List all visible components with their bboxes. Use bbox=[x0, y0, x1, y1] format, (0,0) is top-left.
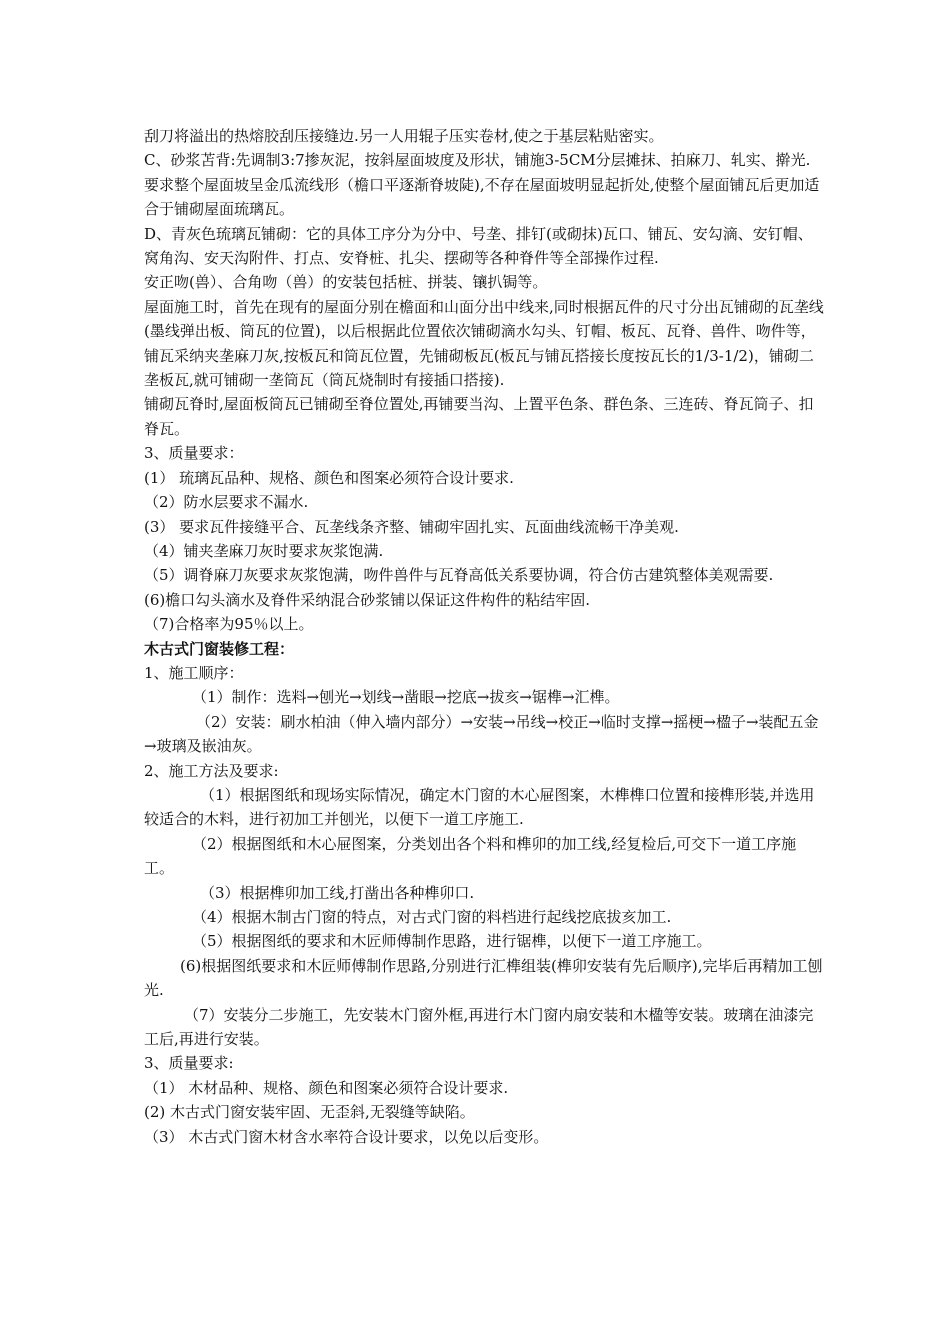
paragraph: 安正吻(兽）、合角吻（兽）的安装包括桩、拼装、镶扒锔等。 bbox=[144, 273, 548, 292]
list-item: （2）根据图纸和木心屉图案，分类划出各个料和榫卯的加工线,经复检后,可交下一道工序施工。 bbox=[144, 834, 797, 878]
list-item: （4）铺夹垄麻刀灰时要求灰浆饱满. bbox=[144, 541, 384, 560]
list-item: （5）根据图纸的要求和木匠师傅制作思路，进行锯榫，以便下一道工序施工。 bbox=[192, 932, 712, 951]
paragraph: 铺砌瓦脊时,屋面板筒瓦已铺砌至脊位置处,再铺要当沟、上置平色条、群色条、三连砖、脊瓦筒子、扣脊瓦。 bbox=[144, 395, 814, 438]
list-item: (6)檐口勾头滴水及脊件采纳混合砂浆铺以保证这件构件的粘结牢固. bbox=[144, 590, 591, 609]
document-body bbox=[144, 124, 824, 1149]
list-item: (3） 要求瓦件接缝平合、瓦垄线条齐整、铺砌牢固扎实、瓦面曲线流畅干净美观. bbox=[144, 517, 679, 536]
list-item: （2）安装：刷水柏油（伸入墙内部分）→安装→吊线→校正→临时支撑→摇梗→楹子→装配五金→玻璃及嵌油灰。 bbox=[144, 712, 819, 756]
list-item: （1）制作：选料→刨光→划线→凿眼→挖底→拔亥→锯榫→汇榫。 bbox=[192, 688, 620, 707]
list-item: （4）根据木制古门窗的特点，对古式门窗的料档进行起线挖底拔亥加工. bbox=[192, 908, 672, 926]
list-item: (6)根据图纸要求和木匠师傅制作思路,分别进行汇榫组装(榫卯安装有先后顺序),完毕后再精加工刨光. bbox=[144, 956, 823, 1000]
paragraph: 刮刀将溢出的热熔胶刮压接缝边.另一人用辊子压实卷材,使之于基层粘贴密实。 bbox=[144, 127, 664, 145]
section-heading: 3、质量要求： bbox=[144, 444, 244, 463]
list-item: （7）安装分二步施工，先安装木门窗外框,再进行木门窗内扇安装和木楹等安装。玻璃在油漆完工后,再进行安装。 bbox=[144, 1005, 814, 1049]
section-heading: 3、质量要求: bbox=[144, 1054, 234, 1073]
paragraph: D、青灰色琉璃瓦铺砌：它的具体工序分为分中、号垄、排钉(或砌抹)瓦口、铺瓦、安勾滴、安钉帽、窝角沟、安天沟附件、打点、安脊桩、扎尖、摆砌等各种脊件等全部操作过程. bbox=[144, 224, 813, 268]
list-item: （7)合格率为95％以上。 bbox=[144, 615, 314, 634]
list-item: （1） 木材品种、规格、颜色和图案必须符合设计要求. bbox=[144, 1078, 509, 1097]
list-item: (2) 木古式门窗安装牢固、无歪斜,无裂缝等缺陷。 bbox=[144, 1103, 475, 1122]
list-item: (1） 琉璃瓦品种、规格、颜色和图案必须符合设计要求. bbox=[144, 468, 514, 487]
section-heading: 1、施工顺序： bbox=[144, 663, 244, 682]
list-item: （3）根据榫卯加工线,打凿出各种榫卯口. bbox=[200, 883, 475, 902]
list-item: （3） 木古式门窗木材含水率符合设计要求，以免以后变形。 bbox=[144, 1127, 549, 1146]
section-heading: 2、施工方法及要求: bbox=[144, 761, 279, 780]
section-title: 木古式门窗装修工程： bbox=[144, 639, 295, 658]
list-item: （5）调脊麻刀灰要求灰浆饱满，吻件兽件与瓦脊高低关系要协调，符合仿古建筑整体美观需要. bbox=[144, 566, 774, 585]
list-item: （2）防水层要求不漏水. bbox=[144, 493, 309, 512]
paragraph: 屋面施工时，首先在现有的屋面分别在檐面和山面分出中线来,同时根据瓦件的尺寸分出瓦铺砌的瓦垄线(墨线弹出板、筒瓦的位置)，以后根据此位置依次铺砌滴水勾头、钉帽、板瓦、瓦脊、兽件、吻件等，铺瓦采纳夹垄麻刀灰,按板瓦和筒瓦位置，先铺砌板瓦(板瓦与铺瓦搭接长度按瓦长的1/3-1/2)，铺砌二垄板瓦,就可铺砌一垄筒瓦（筒瓦烧制时有接插口搭接). bbox=[144, 297, 824, 390]
paragraph: C、砂浆苫背:先调制3:7掺灰泥，按斜屋面坡度及形状，铺施3-5CM分层摊抹、拍麻刀、轧实、擀光.要求整个屋面坡呈金瓜流线形（檐口平逐渐脊坡陡),不存在屋面坡明显起折处,使整个屋面铺瓦后更加适合于铺砌屋面琉璃瓦。 bbox=[144, 151, 820, 219]
list-item: （1）根据图纸和现场实际情况，确定木门窗的木心屉图案，木榫榫口位置和接榫形装,并选用较适合的木料，进行初加工并刨光，以便下一道工序施工. bbox=[144, 785, 815, 829]
